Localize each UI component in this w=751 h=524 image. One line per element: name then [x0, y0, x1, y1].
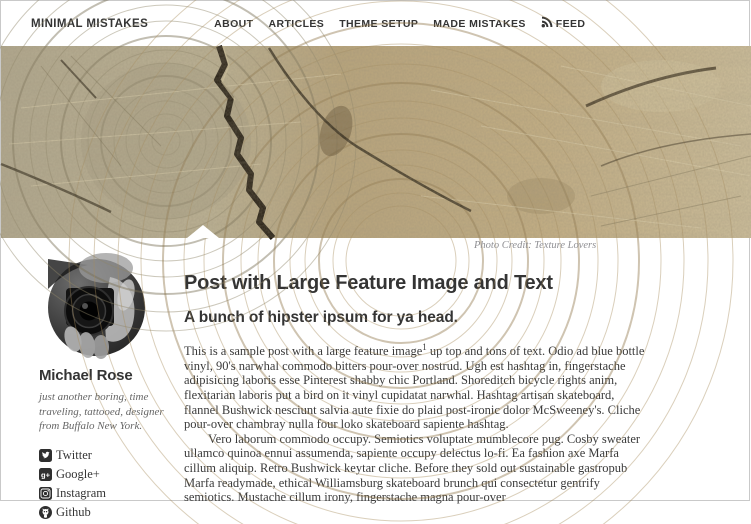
photo-credit: Photo Credit: Texture Lovers — [474, 240, 597, 251]
post-subtitle: A bunch of hipster ipsum for ya head. — [184, 309, 458, 326]
post-title: Post with Large Feature Image and Text — [184, 272, 553, 294]
photo-credit-row — [1, 238, 749, 257]
author-avatar — [48, 259, 145, 356]
googleplus-icon — [39, 468, 52, 481]
post-paragraph-2: Vero laborum commodo occupy. Semiotics voluptate mumblecore pug. Cosby sweater ullamco quinoa ennui assumenda, sapiente occupy delectus lo-fi. Ea fashion axe Marfa cillum aliquip. Retro Bushwick keytar cliche. Before they sold out sustainable gastropub Marfa readymade, ethical Williamsburg skateboard brunch qui consectetur gentrify semiotics. Mustache cillum irony, fingerstache magna pour-over — [184, 431, 641, 505]
social-link-github[interactable] — [39, 505, 184, 520]
twitter-icon — [39, 449, 52, 462]
social-link-label: Twitter — [56, 447, 92, 462]
feature-image — [1, 46, 749, 238]
social-link-googleplus[interactable] — [39, 467, 184, 482]
nav-item-feed-label: FEED — [555, 17, 586, 30]
feature-image-notch — [187, 225, 219, 238]
author-bio: just another boring, time traveling, tattooed, designer from Buffalo New York. — [39, 391, 164, 432]
footnote-link[interactable]: 1 — [422, 342, 427, 352]
author-name: Michael Rose — [39, 367, 133, 384]
social-link-label: Instagram — [56, 485, 106, 500]
svg-text:g+: g+ — [41, 470, 50, 480]
instagram-icon — [39, 487, 52, 500]
paragraph-text: up top and tons of text. Odio ad blue bottle vinyl, 90's narwhal commodo bitters pour-over nostrud. Ugh est hashtag in, fingerstache adipisicing laboris esse Pinterest shabby chic Portland. Shoreditch bicycle rights anim, flexitarian laboris put a bird on it vinyl cupidatat narwhal. Hashtag artisan skateboard, flannel Bushwick nesciunt salvia aute fixie do plaid post-ironic dolor McSweeney's. Cliche pour-over chambray nulla four loko skateboard sapiente hashtag. — [184, 344, 645, 432]
post-article — [184, 257, 719, 524]
nav-item-about[interactable]: ABOUT — [214, 17, 254, 30]
wood-texture-image — [1, 46, 751, 238]
social-links — [39, 448, 184, 520]
social-link-instagram[interactable] — [39, 486, 184, 501]
author-sidebar — [31, 257, 184, 524]
avatar-camera-photo — [48, 259, 145, 356]
social-link-label: Google+ — [56, 466, 100, 481]
nav-item-made-mistakes[interactable]: MADE MISTAKES — [433, 17, 526, 30]
paragraph-text: This is a sample post with a large feature image — [184, 344, 423, 359]
site-title-link[interactable]: MINIMAL MISTAKES — [31, 17, 149, 30]
social-link-twitter[interactable] — [39, 448, 184, 463]
nav-item-articles[interactable]: ARTICLES — [268, 17, 325, 30]
github-icon — [39, 506, 52, 519]
nav-item-theme-setup[interactable]: THEME SETUP — [339, 17, 419, 30]
social-link-label: Github — [56, 504, 91, 519]
